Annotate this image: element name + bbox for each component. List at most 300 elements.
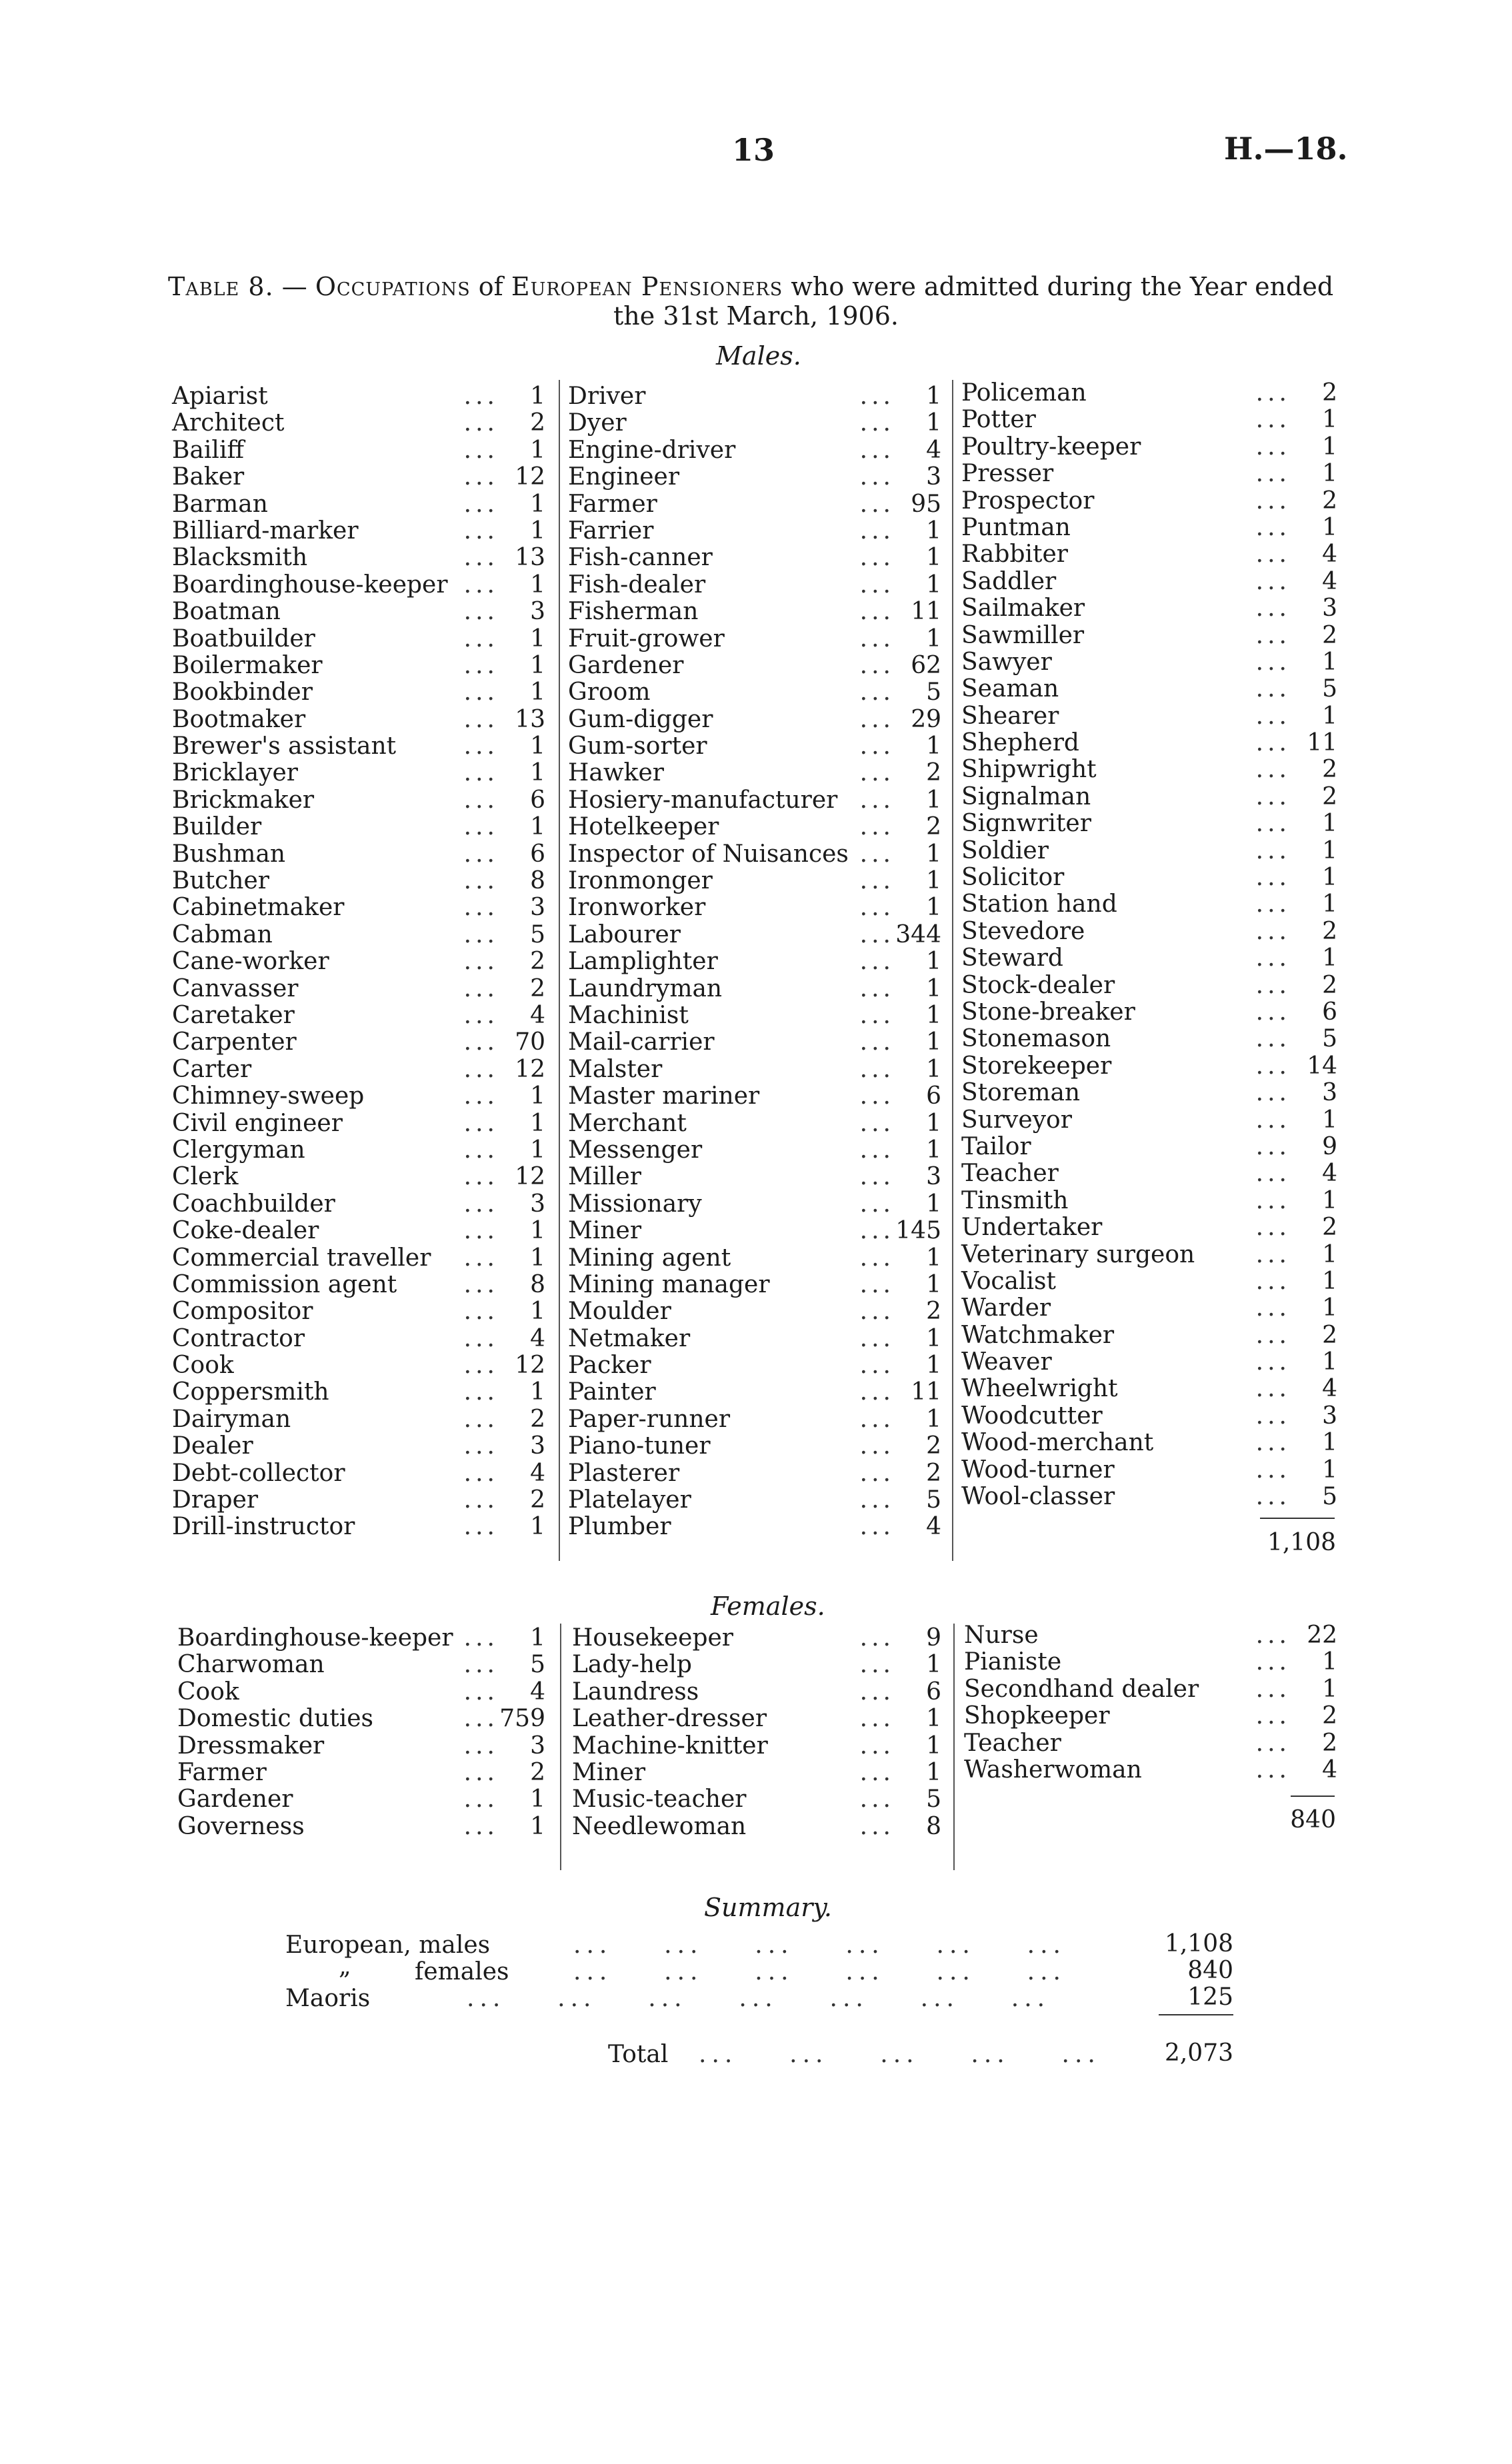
page-number: 13 (732, 132, 775, 168)
females-total: 840 (1290, 1806, 1336, 1834)
occupation-row (172, 1326, 545, 1352)
occupation-name: Civil engineer (172, 1109, 343, 1137)
occupation-count: 1 (926, 974, 941, 1002)
occupation-count: 1 (1322, 1186, 1337, 1214)
leader-dots: ... (463, 1217, 499, 1245)
occupation-name: Plumber (568, 1513, 671, 1541)
occupation-row (961, 945, 1337, 972)
occupation-count: 6 (926, 1678, 941, 1706)
occupation-count: 4 (1322, 1160, 1337, 1188)
occupation-row (172, 868, 545, 894)
leader-dots: ... (859, 1405, 895, 1433)
occupation-name: Gum-sorter (568, 732, 707, 760)
leader-dots: ... (859, 786, 895, 814)
leader-dots: ... (859, 920, 895, 948)
occupation-row (572, 1679, 941, 1706)
occupation-name: Sawyer (961, 648, 1052, 676)
occupation-count: 2 (1322, 1214, 1337, 1242)
occupation-count: 1 (926, 544, 941, 572)
leader-dots: ... (1255, 541, 1291, 569)
occupation-count: 1 (926, 1055, 941, 1083)
occupation-name: Labourer (568, 920, 681, 948)
leader-dots: ... (1255, 621, 1291, 649)
occupation-count: 2 (530, 1405, 545, 1433)
occupation-count: 1 (1322, 1348, 1337, 1376)
occupation-name: Driver (568, 383, 646, 410)
occupation-name: Secondhand dealer (964, 1675, 1199, 1703)
leader-dots: ... (859, 1758, 895, 1786)
occupation-name: Commission agent (172, 1270, 397, 1298)
occupation-name: Brickmaker (172, 786, 315, 814)
leader-dots: ... (1255, 864, 1291, 892)
leader-dots: ... (859, 867, 895, 895)
leader-dots: ... (463, 1190, 499, 1218)
occupation-row (961, 1107, 1337, 1134)
leader-dots: ... (463, 813, 499, 841)
table-title-line2: the 31st March, 1906. (613, 301, 899, 331)
leader-dots: ... (1255, 1132, 1291, 1160)
occupation-count: 1 (530, 759, 545, 787)
occupation-name: Boatman (172, 598, 281, 626)
occupation-row (172, 1406, 545, 1433)
occupation-row (964, 1703, 1337, 1730)
occupation-name: Gardener (177, 1786, 293, 1814)
occupation-row (568, 976, 941, 1002)
occupation-name: Saddler (961, 567, 1057, 595)
occupation-row (568, 464, 941, 491)
occupation-count: 1 (530, 1109, 545, 1137)
occupation-count: 9 (1322, 1132, 1337, 1160)
occupation-count: 1 (926, 894, 941, 922)
occupation-count: 1 (530, 571, 545, 599)
occupation-name: Undertaker (961, 1214, 1103, 1242)
occupation-name: Leather-dresser (572, 1705, 767, 1733)
summary-leader-row-1: ... ... ... ... ... ... (573, 1931, 1066, 1959)
occupation-name: Potter (961, 406, 1036, 434)
females-heading: Females. (711, 1592, 825, 1621)
leader-dots: ... (1255, 1294, 1291, 1322)
leader-dots: ... (1255, 1675, 1291, 1703)
occupation-row (172, 410, 545, 437)
occupation-count: 1 (1322, 513, 1337, 541)
occupation-row (961, 999, 1337, 1026)
occupation-name: Coppersmith (172, 1378, 329, 1406)
occupation-name: Sawmiller (961, 621, 1085, 649)
occupation-row (568, 922, 941, 948)
leader-dots: ... (1255, 1456, 1291, 1484)
occupation-row (568, 868, 941, 894)
occupation-name: Policeman (961, 379, 1087, 407)
title-dash: — (273, 272, 315, 301)
occupation-count: 12 (515, 1352, 545, 1380)
occupation-row (172, 841, 545, 868)
leader-dots: ... (463, 867, 499, 895)
leader-dots: ... (463, 1270, 499, 1298)
leader-dots: ... (859, 651, 895, 679)
occupation-row (961, 407, 1337, 433)
leader-dots: ... (859, 1028, 895, 1056)
leader-dots: ... (463, 1459, 499, 1487)
occupation-row (961, 1295, 1337, 1322)
occupation-count: 4 (530, 1678, 545, 1706)
occupation-name: Chimney-sweep (172, 1082, 365, 1110)
leader-dots: ... (463, 894, 499, 922)
summary-european-males-value: 1,108 (1164, 1930, 1233, 1957)
occupation-name: Lady-help (572, 1651, 692, 1679)
occupation-count: 2 (926, 759, 941, 787)
occupation-row (961, 1349, 1337, 1376)
occupation-row (568, 599, 941, 625)
occupation-row (961, 703, 1337, 730)
leader-dots: ... (859, 1082, 895, 1110)
occupation-count: 3 (530, 1190, 545, 1218)
occupation-count: 1 (530, 678, 545, 706)
occupation-row (961, 515, 1337, 541)
occupation-row (172, 1487, 545, 1514)
occupation-name: Miner (572, 1758, 646, 1786)
leader-dots: ... (859, 463, 895, 491)
leader-dots: ... (463, 1028, 499, 1056)
occupation-count: 1 (926, 1109, 941, 1137)
occupation-count: 1 (926, 867, 941, 895)
occupation-count: 1 (926, 517, 941, 545)
occupation-row (568, 1056, 941, 1083)
occupation-name: Stevedore (961, 917, 1085, 945)
occupation-name: Teacher (961, 1160, 1059, 1188)
occupation-row (172, 599, 545, 625)
occupation-name: Bookbinder (172, 678, 313, 706)
occupation-row (961, 1322, 1337, 1349)
occupation-row (172, 545, 545, 571)
occupation-count: 3 (530, 1732, 545, 1760)
occupation-name: Carter (172, 1055, 252, 1083)
leader-dots: ... (463, 1758, 499, 1786)
occupation-name: Netmaker (568, 1324, 691, 1352)
occupation-name: Blacksmith (172, 544, 308, 572)
occupation-row (172, 760, 545, 786)
summary-total-rule (1159, 2014, 1233, 2015)
occupation-row (572, 1760, 941, 1786)
occupation-row (172, 1514, 545, 1540)
occupation-name: Shepherd (961, 729, 1079, 757)
occupation-name: Butcher (172, 867, 269, 895)
occupation-count: 1 (926, 1352, 941, 1380)
occupation-row (568, 1191, 941, 1218)
occupation-name: Laundryman (568, 974, 723, 1002)
occupation-name: Machinist (568, 1001, 689, 1029)
occupation-name: Piano-tuner (568, 1432, 711, 1460)
title-of: of (470, 272, 511, 301)
leader-dots: ... (859, 1055, 895, 1083)
occupation-count: 6 (530, 840, 545, 868)
females-column-rule-1 (560, 1624, 561, 1870)
occupation-name: Commercial traveller (172, 1244, 431, 1272)
occupation-count: 3 (1322, 1079, 1337, 1107)
occupation-count: 1 (530, 624, 545, 652)
occupation-count: 5 (926, 1486, 941, 1514)
occupation-row (568, 572, 941, 599)
occupation-count: 1 (530, 1244, 545, 1272)
occupation-name: Dairyman (172, 1405, 291, 1433)
occupation-count: 1 (530, 651, 545, 679)
occupation-name: Mining agent (568, 1244, 731, 1272)
leader-dots: ... (1255, 379, 1291, 407)
leader-dots: ... (859, 1109, 895, 1137)
leader-dots: ... (1255, 433, 1291, 461)
leader-dots: ... (859, 732, 895, 760)
summary-european-males-label: European, males (285, 1931, 491, 1959)
occupation-count: 1 (1322, 864, 1337, 892)
occupation-count: 2 (1322, 379, 1337, 407)
occupation-name: Hawker (568, 759, 664, 787)
leader-dots: ... (859, 1352, 895, 1380)
occupation-row (568, 1245, 941, 1272)
occupation-name: Vocalist (961, 1267, 1056, 1295)
occupation-name: Compositor (172, 1298, 313, 1326)
occupation-count: 4 (926, 1513, 941, 1541)
occupation-name: Hotelkeeper (568, 813, 719, 841)
occupation-name: Veterinary surgeon (961, 1240, 1195, 1268)
leader-dots: ... (1255, 1214, 1291, 1242)
occupation-row (568, 1406, 941, 1433)
occupation-row (961, 1403, 1337, 1430)
occupation-row (961, 891, 1337, 918)
occupation-name: Miller (568, 1163, 641, 1191)
leader-dots: ... (463, 840, 499, 868)
leader-dots: ... (1255, 782, 1291, 810)
summary-heading: Summary. (704, 1893, 832, 1922)
leader-dots: ... (463, 571, 499, 599)
occupation-count: 1 (1322, 1456, 1337, 1484)
occupation-name: Wool-classer (961, 1483, 1115, 1511)
occupation-count: 1 (926, 786, 941, 814)
females-column-3 (964, 1622, 1337, 1784)
occupation-name: Surveyor (961, 1106, 1072, 1134)
occupation-row (172, 1191, 545, 1218)
occupation-row (172, 1029, 545, 1056)
leader-dots: ... (1255, 810, 1291, 838)
occupation-count: 2 (1322, 971, 1337, 999)
leader-dots: ... (463, 1109, 499, 1137)
leader-dots: ... (463, 1624, 499, 1652)
occupation-count: 5 (926, 1786, 941, 1814)
occupation-row (177, 1625, 545, 1652)
occupation-row (568, 1326, 941, 1352)
occupation-name: Cook (172, 1352, 234, 1380)
occupation-name: Inspector of Nuisances (568, 840, 849, 868)
occupation-row (568, 1164, 941, 1190)
occupation-row (961, 380, 1337, 407)
occupation-row (568, 383, 941, 410)
leader-dots: ... (1255, 998, 1291, 1026)
occupation-count: 2 (926, 1432, 941, 1460)
occupation-name: Shopkeeper (964, 1702, 1110, 1730)
occupation-name: Rabbiter (961, 541, 1068, 569)
occupation-count: 1 (926, 383, 941, 410)
occupation-row (961, 541, 1337, 568)
leader-dots: ... (1255, 1079, 1291, 1107)
leader-dots: ... (859, 1163, 895, 1191)
leader-dots: ... (1255, 1729, 1291, 1757)
occupation-name: Draper (172, 1486, 259, 1514)
occupation-name: Merchant (568, 1109, 687, 1137)
leader-dots: ... (859, 1217, 895, 1245)
occupation-count: 1 (926, 1732, 941, 1760)
males-total-rule (1260, 1518, 1335, 1519)
occupation-name: Soldier (961, 836, 1049, 864)
occupation-row (177, 1679, 545, 1706)
leader-dots: ... (859, 1190, 895, 1218)
summary-females-value: 840 (1187, 1957, 1233, 1984)
occupation-count: 13 (515, 544, 545, 572)
females-column-1 (177, 1625, 545, 1840)
occupation-name: Music-teacher (572, 1786, 747, 1814)
occupation-row (961, 810, 1337, 837)
occupation-row (572, 1786, 941, 1813)
leader-dots: ... (1255, 944, 1291, 972)
leader-dots: ... (463, 1432, 499, 1460)
occupation-name: Platelayer (568, 1486, 691, 1514)
occupation-row (961, 730, 1337, 756)
occupation-count: 11 (1307, 729, 1337, 757)
occupation-name: Weaver (961, 1348, 1052, 1376)
occupation-name: Nurse (964, 1622, 1039, 1649)
occupation-count: 145 (895, 1217, 941, 1245)
occupation-count: 1 (926, 1405, 941, 1433)
leader-dots: ... (859, 1513, 895, 1541)
occupation-name: Bricklayer (172, 759, 298, 787)
leader-dots: ... (463, 544, 499, 572)
occupation-name: Ironmonger (568, 867, 713, 895)
occupation-name: Engine-driver (568, 436, 736, 464)
occupation-count: 9 (926, 1624, 941, 1652)
occupation-count: 1 (530, 1624, 545, 1652)
occupation-count: 3 (926, 463, 941, 491)
occupation-count: 5 (926, 678, 941, 706)
males-heading: Males. (716, 341, 801, 371)
occupation-name: Prospector (961, 487, 1095, 515)
occupation-name: Station hand (961, 890, 1117, 918)
occupation-count: 1 (1322, 460, 1337, 488)
occupation-name: Fish-canner (568, 544, 713, 572)
occupation-row (568, 1029, 941, 1056)
occupation-name: Contractor (172, 1324, 305, 1352)
occupation-name: Drill-instructor (172, 1513, 355, 1541)
leader-dots: ... (463, 1001, 499, 1029)
leader-dots: ... (1255, 1160, 1291, 1188)
occupation-count: 2 (1322, 782, 1337, 810)
occupation-name: Teacher (964, 1729, 1061, 1757)
occupation-count: 759 (499, 1705, 545, 1733)
leader-dots: ... (1255, 1483, 1291, 1511)
leader-dots: ... (1255, 1106, 1291, 1134)
leader-dots: ... (859, 1432, 895, 1460)
occupation-name: Seaman (961, 675, 1059, 703)
occupation-name: Barman (172, 490, 268, 518)
occupation-row (572, 1652, 941, 1678)
males-column-1 (172, 383, 545, 1541)
occupation-name: Domestic duties (177, 1705, 374, 1733)
leader-dots: ... (463, 517, 499, 545)
leader-dots: ... (859, 436, 895, 464)
leader-dots: ... (859, 1732, 895, 1760)
leader-dots: ... (859, 705, 895, 733)
summary-total-label: Total (608, 2041, 669, 2068)
leader-dots: ... (1255, 971, 1291, 999)
occupation-count: 8 (530, 1270, 545, 1298)
occupation-name: Canvasser (172, 974, 299, 1002)
occupation-row (172, 1298, 545, 1325)
occupation-name: Dressmaker (177, 1732, 325, 1760)
occupation-name: Signalman (961, 782, 1091, 810)
occupation-row (568, 1460, 941, 1487)
occupation-name: Plasterer (568, 1459, 680, 1487)
leader-dots: ... (463, 1378, 499, 1406)
occupation-count: 3 (530, 1432, 545, 1460)
leader-dots: ... (463, 624, 499, 652)
occupation-name: Tinsmith (961, 1186, 1069, 1214)
females-column-rule-2 (953, 1624, 955, 1870)
occupation-count: 2 (1322, 487, 1337, 515)
occupation-name: Moulder (568, 1298, 671, 1326)
leader-dots: ... (1255, 1622, 1291, 1649)
males-column-rule-2 (952, 380, 953, 1561)
occupation-count: 1 (1322, 890, 1337, 918)
occupation-count: 1 (1322, 433, 1337, 461)
occupation-count: 1 (926, 1244, 941, 1272)
occupation-row (961, 1053, 1337, 1080)
occupation-name: Baker (172, 463, 245, 491)
occupation-row (568, 814, 941, 840)
occupation-row (172, 626, 545, 652)
occupation-count: 2 (530, 948, 545, 976)
occupation-row (961, 1080, 1337, 1106)
table-title (168, 272, 1333, 301)
occupation-name: Billiard-marker (172, 517, 359, 545)
occupation-name: Shipwright (961, 756, 1097, 784)
occupation-row (172, 491, 545, 518)
occupation-count: 62 (911, 651, 941, 679)
occupation-count: 1 (926, 1190, 941, 1218)
occupation-name: Farrier (568, 517, 654, 545)
leader-dots: ... (463, 1651, 499, 1679)
leader-dots: ... (463, 732, 499, 760)
males-column-2 (568, 383, 941, 1541)
occupation-row (961, 1457, 1337, 1484)
occupation-row (172, 518, 545, 545)
leader-dots: ... (1255, 1375, 1291, 1403)
occupation-row (568, 1379, 941, 1406)
leader-dots: ... (1255, 729, 1291, 757)
occupation-row (568, 1433, 941, 1460)
occupation-count: 6 (530, 786, 545, 814)
occupation-name: Mining manager (568, 1270, 770, 1298)
occupation-row (961, 1430, 1337, 1456)
occupation-row (961, 864, 1337, 891)
occupation-count: 1 (530, 1082, 545, 1110)
occupation-count: 1 (1322, 648, 1337, 676)
occupation-row (568, 1272, 941, 1298)
leader-dots: ... (463, 920, 499, 948)
occupation-count: 1 (530, 436, 545, 464)
occupation-row (177, 1733, 545, 1760)
leader-dots: ... (1255, 1186, 1291, 1214)
leader-dots: ... (859, 840, 895, 868)
occupation-count: 1 (926, 1758, 941, 1786)
occupation-name: Pianiste (964, 1648, 1062, 1676)
occupation-count: 4 (530, 1001, 545, 1029)
occupation-row (172, 437, 545, 464)
